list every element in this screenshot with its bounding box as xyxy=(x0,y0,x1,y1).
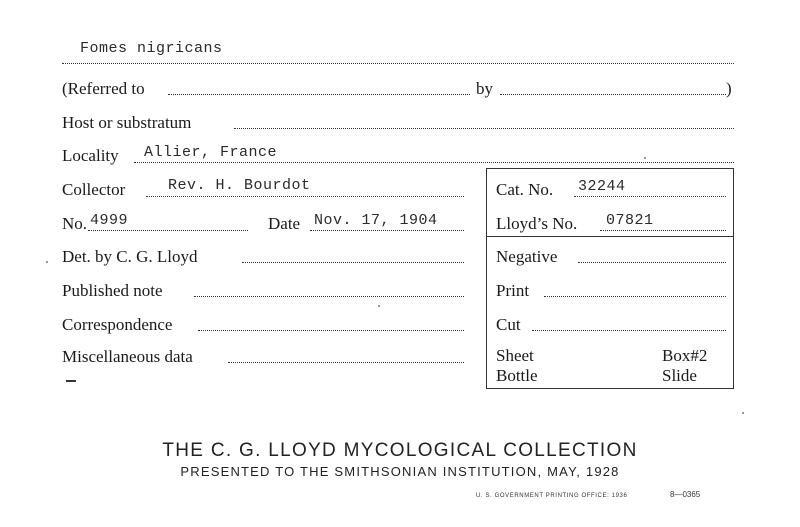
lloyd-no-label: Lloyd’s No. xyxy=(496,214,578,233)
cat-no-line xyxy=(574,196,726,197)
cat-no-value: 32244 xyxy=(578,178,626,195)
species-name: Fomes nigricans xyxy=(80,40,223,57)
scan-speck xyxy=(378,305,380,307)
lloyd-no-value: 07821 xyxy=(606,212,654,229)
miscellaneous-line xyxy=(228,362,464,363)
correspondence-label: Correspondence xyxy=(62,315,173,334)
scan-speck xyxy=(46,261,48,263)
collector-value: Rev. H. Bourdot xyxy=(168,177,311,194)
host-line xyxy=(234,128,734,129)
cut-label: Cut xyxy=(496,315,521,334)
printing-office-note: U. S. GOVERNMENT PRINTING OFFICE: 1936 xyxy=(476,493,628,499)
collection-subtitle: PRESENTED TO THE SMITHSONIAN INSTITUTION, MAY, 1928 xyxy=(180,464,620,479)
collection-title: THE C. G. LLOYD MYCOLOGICAL COLLECTION xyxy=(162,440,638,461)
number-label: No. xyxy=(62,214,88,233)
published-note-line xyxy=(194,296,464,297)
collector-line xyxy=(146,196,464,197)
negative-line xyxy=(578,262,726,263)
cut-line xyxy=(532,330,726,331)
published-note-label: Published note xyxy=(62,281,163,300)
locality-value: Allier, France xyxy=(144,144,278,161)
date-label: Date xyxy=(268,214,301,233)
number-value: 4999 xyxy=(90,212,129,229)
box-bottom-border xyxy=(486,388,734,389)
by-label: by xyxy=(476,79,493,98)
collector-label: Collector xyxy=(62,180,126,199)
referred-to-line xyxy=(168,94,470,95)
bottle-label: Bottle xyxy=(496,366,538,385)
box-top-border xyxy=(486,168,734,169)
pen-mark xyxy=(66,380,76,382)
form-number: 8—0365 xyxy=(670,490,701,499)
cat-no-label: Cat. No. xyxy=(496,180,554,199)
sheet-label: Sheet xyxy=(496,346,534,365)
box-right-border xyxy=(733,168,734,388)
by-line xyxy=(500,94,726,95)
close-paren: ) xyxy=(726,79,732,98)
miscellaneous-label: Miscellaneous data xyxy=(62,347,193,366)
box-number-label: Box#2 xyxy=(662,346,708,365)
slide-label: Slide xyxy=(662,366,697,385)
name-line xyxy=(62,63,734,64)
date-value: Nov. 17, 1904 xyxy=(314,212,438,229)
scan-speck xyxy=(644,157,646,159)
det-by-label: Det. by C. G. Lloyd xyxy=(62,247,198,266)
lloyd-no-line xyxy=(600,230,726,231)
det-by-line xyxy=(242,262,464,263)
correspondence-line xyxy=(198,330,464,331)
number-line xyxy=(88,230,248,231)
host-label: Host or substratum xyxy=(62,113,192,132)
print-line xyxy=(544,296,726,297)
date-line xyxy=(310,230,464,231)
box-divider xyxy=(486,236,734,237)
negative-label: Negative xyxy=(496,247,558,266)
locality-line xyxy=(134,162,734,163)
locality-label: Locality xyxy=(62,146,119,165)
referred-to-label: (Referred to xyxy=(62,79,145,98)
scan-speck xyxy=(742,412,744,414)
box-left-border xyxy=(486,168,487,388)
print-label: Print xyxy=(496,281,530,300)
